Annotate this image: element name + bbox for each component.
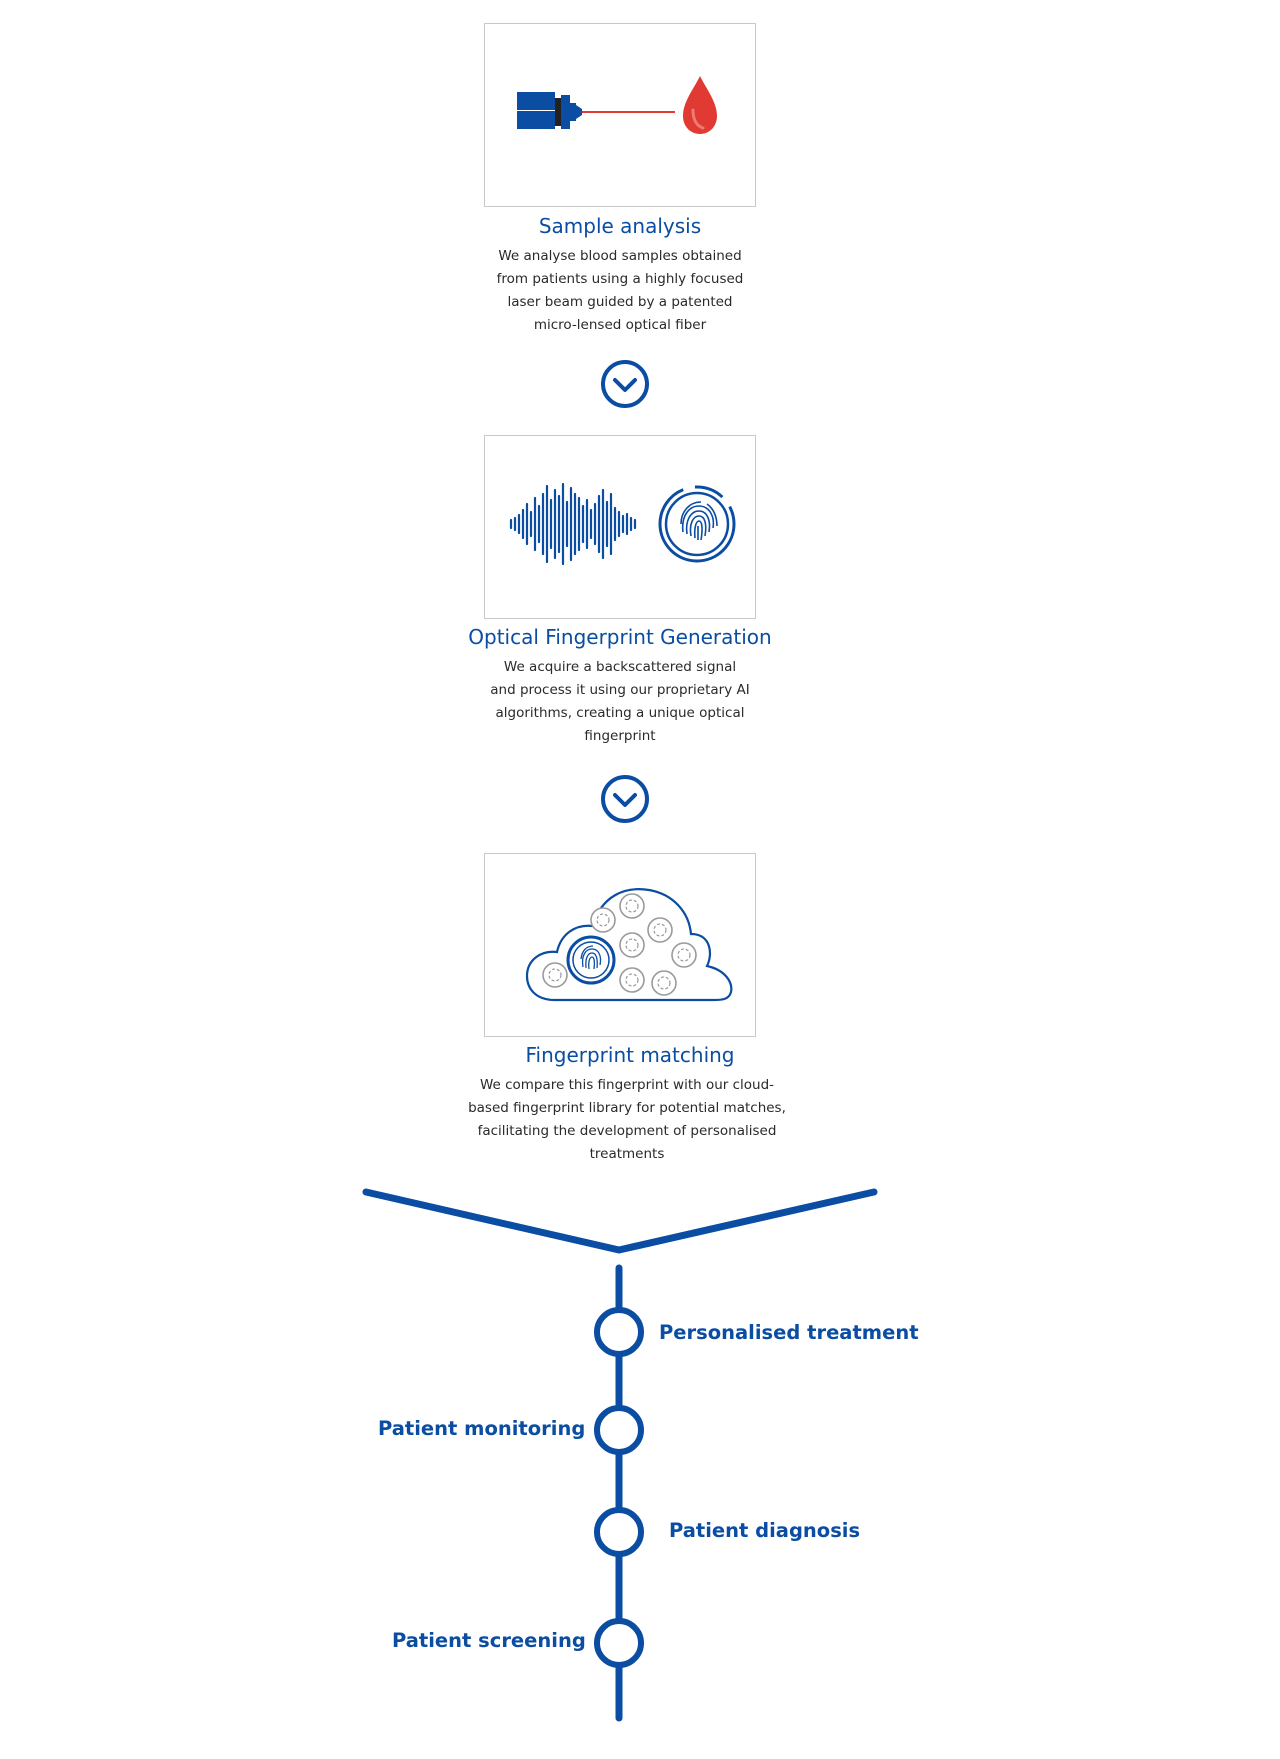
timeline-label-personalised-treatment: Personalised treatment <box>659 1321 919 1344</box>
timeline-node <box>597 1510 641 1554</box>
step-title: Optical Fingerprint Generation <box>468 625 772 649</box>
timeline-node <box>597 1310 641 1354</box>
step-description: We analyse blood samples obtained from patients using a highly focused laser beam guided by a patented micro-lensed optical fiber <box>496 248 744 333</box>
step-description: We compare this fingerprint with our cloud-based fingerprint library for potential matches, facilitating the development of personalised treatments <box>468 1077 786 1162</box>
timeline-node <box>597 1408 641 1452</box>
timeline-node <box>597 1621 641 1665</box>
timeline-label-patient-monitoring: Patient monitoring <box>378 1417 586 1440</box>
timeline-label-patient-diagnosis: Patient diagnosis <box>669 1519 861 1542</box>
step-title: Fingerprint matching <box>525 1043 735 1067</box>
step-description: We acquire a backscattered signal and process it using our proprietary AI algorithms, creating a unique optical fingerprint <box>490 659 750 744</box>
timeline-label-patient-screening: Patient screening <box>392 1629 586 1652</box>
step-title: Sample analysis <box>538 214 702 238</box>
